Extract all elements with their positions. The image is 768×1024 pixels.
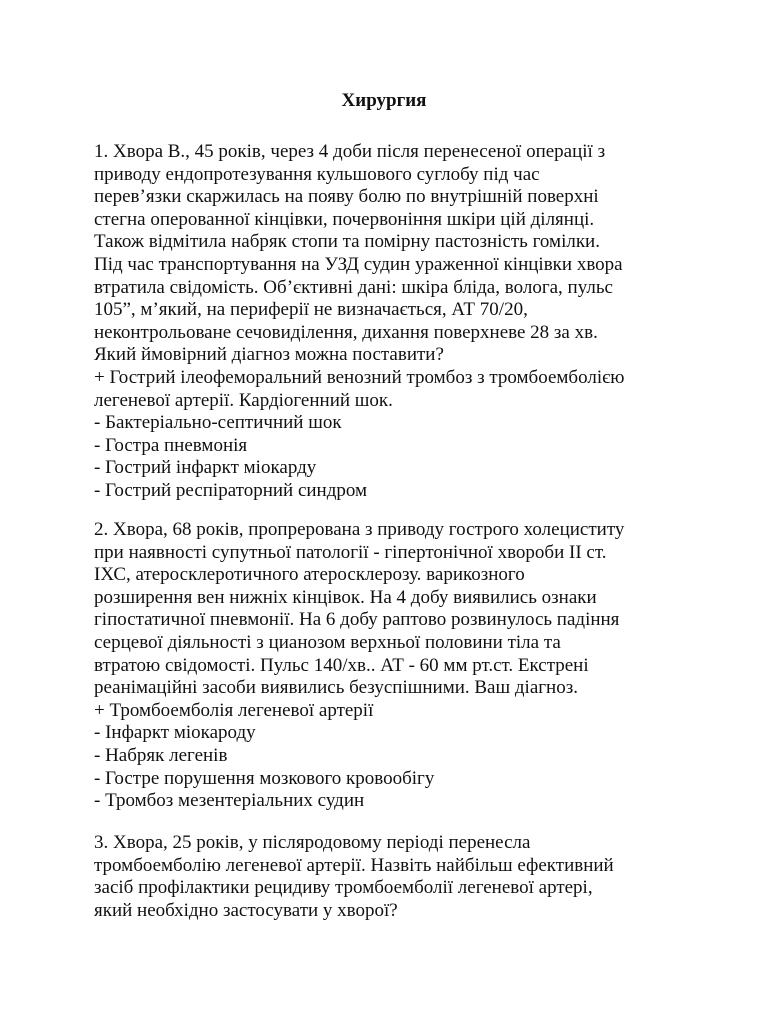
question-2-correct-answer: + Тромбоемболія легеневої артерії bbox=[94, 699, 374, 721]
question-2-line: втратою свідомості. Пульс 140/хв.. АТ - 60 мм рт.ст. Екстрені bbox=[94, 654, 589, 676]
question-2-wrong-answer: - Інфаркт міокароду bbox=[94, 722, 256, 744]
question-1-correct-answer: + Гострий ілеофеморальний венозний тромбоз з тромбоемболією bbox=[94, 366, 625, 388]
question-2-line: гіпостатичної пневмонії. На 6 добу раптово розвинулось падіння bbox=[94, 609, 620, 631]
question-1-line: Також відмітила набряк стопи та помірну пастозність гомілки. bbox=[94, 231, 600, 253]
question-1-line: приводу ендопротезування кульшового суглобу під час bbox=[94, 163, 540, 185]
question-1-line: Який ймовірний діагноз можна поставити? bbox=[94, 344, 444, 366]
question-2-wrong-answer: - Гостре порушення мозкового кровообігу bbox=[94, 767, 435, 789]
question-1 bbox=[94, 141, 694, 503]
question-1-wrong-answer: - Гостра пневмонія bbox=[94, 434, 248, 456]
question-1-correct-answer: легеневої артерії. Кардіогенний шок. bbox=[94, 389, 393, 411]
question-3 bbox=[94, 832, 694, 922]
question-2-wrong-answer: - Набряк легенів bbox=[94, 744, 228, 766]
question-2-line: 2. Хвора, 68 років, пропрерована з приводу гострого холециститу bbox=[94, 519, 625, 540]
question-1-wrong-answer: - Гострий інфаркт міокарду bbox=[94, 457, 317, 479]
question-1-wrong-answer: - Бактеріально-септичний шок bbox=[94, 412, 342, 434]
question-1-line: Під час транспортування на УЗД судин ураженної кінцівки хвора bbox=[94, 253, 623, 275]
question-2-line: реанімаційні засоби виявились безуспішними. Ваш діагноз. bbox=[94, 677, 578, 699]
question-2-line: ІХС, атеросклеротичного атеросклерозу. варикозного bbox=[94, 564, 525, 586]
question-3-line: який необхідно застосувати у хворої? bbox=[94, 899, 398, 921]
question-1-line: втратила свідомість. Об’єктивні дані: шкіра бліда, волога, пульс bbox=[94, 276, 613, 298]
question-2 bbox=[94, 519, 694, 813]
question-1-line: 105”, м’який, на периферії не визначається, АТ 70/20, bbox=[94, 299, 528, 321]
question-1-wrong-answer: - Гострий респіраторний синдром bbox=[94, 479, 368, 501]
question-1-line: стегна оперованної кінцівки, почервоніння шкіри цій ділянці. bbox=[94, 208, 595, 230]
question-1-line: перев’язки скаржилась на появу болю по внутрішній поверхні bbox=[94, 186, 599, 208]
question-2-line: при наявності супутньої патології - гіпертонічної хвороби II ст. bbox=[94, 541, 607, 563]
question-2-wrong-answer: - Тромбоз мезентеріальних судин bbox=[94, 790, 365, 812]
question-1-line: 1. Хвора В., 45 років, через 4 доби після перенесеної операції з bbox=[94, 141, 606, 162]
question-3-line: 3. Хвора, 25 років, у післяродовому періоді перенесла bbox=[94, 832, 531, 853]
question-3-line: засіб профілактики рецидиву тромбоемболії легеневої артері, bbox=[94, 877, 593, 899]
question-2-line: серцевої діяльності з цианозом верхньої половини тіла та bbox=[94, 631, 561, 653]
document-title: Хирургия bbox=[341, 90, 427, 111]
question-1-line: неконтрольоване сечовиділення, дихання поверхневе 28 за хв. bbox=[94, 321, 598, 343]
question-2-line: розширення вен нижніх кінцівок. На 4 добу виявились ознаки bbox=[94, 586, 597, 608]
question-3-line: тромбоемболію легеневої артерії. Назвіть найбільш ефективний bbox=[94, 854, 614, 876]
